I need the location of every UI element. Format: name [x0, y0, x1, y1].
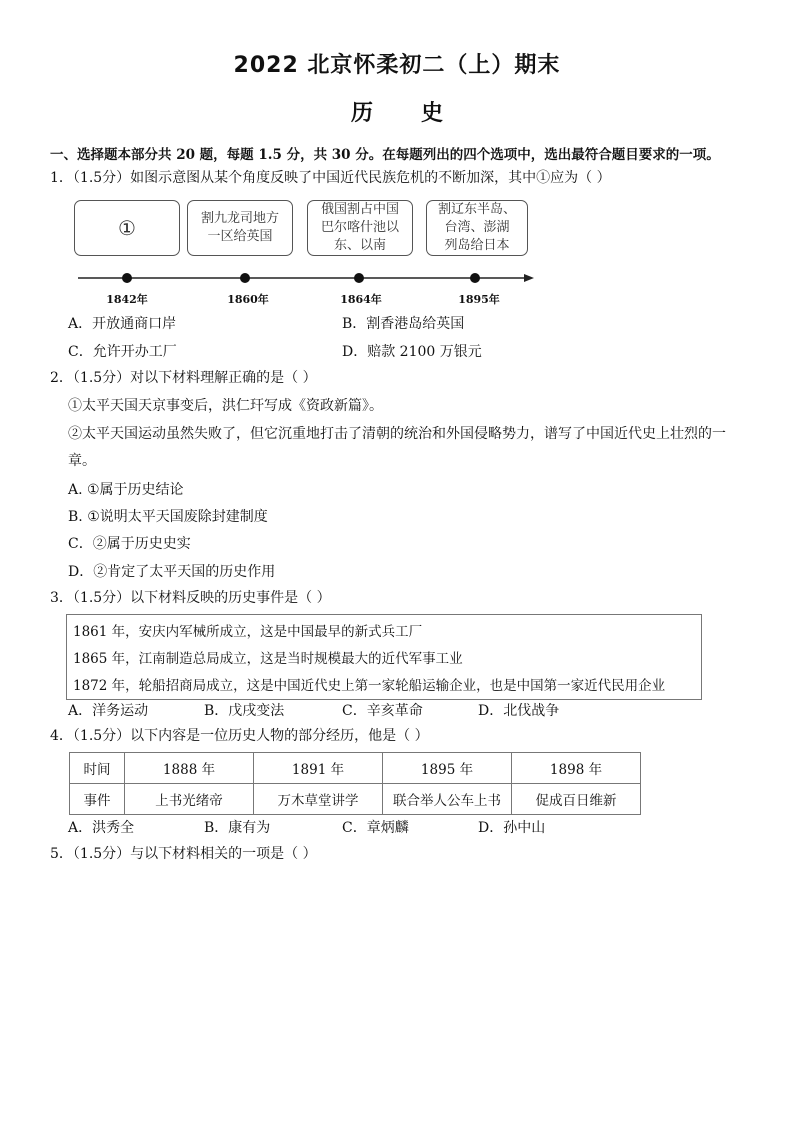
question-5-stem: 5．（1.5分）与以下材料相关的一项是（ ）: [50, 846, 317, 862]
table-row: [70, 753, 641, 784]
timeline-box-1: ①: [74, 200, 180, 256]
table-cell: 上书光绪帝: [125, 784, 254, 815]
q3-material-1: 1861 年，安庆内军械所成立，这是中国最早的新式兵工厂: [73, 624, 423, 640]
question-1-stem: 1．（1.5分）如图示意图从某个角度反映了中国近代民族危机的不断加深，其中①应为（ ）: [50, 170, 611, 186]
q3-option-c[interactable]: C．辛亥革命: [342, 703, 423, 719]
q4-option-d[interactable]: D．孙中山: [478, 820, 546, 836]
q4-option-c[interactable]: C．章炳麟: [342, 820, 409, 836]
question-2-stem: 2．（1.5分）对以下材料理解正确的是（ ）: [50, 370, 317, 386]
q3-material-2: 1865 年，江南制造总局成立，这是当时规模最大的近代军事工业: [73, 651, 463, 667]
q1-option-d[interactable]: D．赔款 2100 万银元: [342, 344, 482, 360]
q1-option-b[interactable]: B．割香港岛给英国: [342, 316, 465, 332]
q2-material-2: ②太平天国运动虽然失败了，但它沉重地打击了清朝的统治和外国侵略势力，谱写了中国近代史上壮烈的一: [68, 426, 726, 442]
table-row: [70, 784, 641, 815]
q2-material-1: ①太平天国天京事变后，洪仁玕写成《资政新篇》。: [68, 398, 383, 414]
timeline-dot-1864: [354, 273, 364, 283]
table-cell: 1888 年: [125, 753, 254, 784]
subject-title: 历史: [350, 101, 491, 126]
timeline-box-3: 俄国割占中国 巴尔喀什池以 东、以南: [307, 200, 413, 256]
table-cell: 1891 年: [254, 753, 383, 784]
q3-option-a[interactable]: A．洋务运动: [68, 703, 149, 719]
table-cell: 万木草堂讲学: [254, 784, 383, 815]
table-cell: 1898 年: [512, 753, 641, 784]
q4-option-b[interactable]: B．康有为: [204, 820, 271, 836]
q2-material-2-cont: 章。: [68, 453, 96, 469]
section-heading: 一、选择题本部分共 20 题，每题 1.5 分，共 30 分。在每题列出的四个选项中，选出最符合题目要求的一项。: [50, 147, 720, 163]
q2-option-d[interactable]: D．②肯定了太平天国的历史作用: [68, 564, 276, 580]
q2-option-a[interactable]: A. ①属于历史结论: [68, 482, 184, 498]
table-cell: 联合举人公车上书: [383, 784, 512, 815]
question-4-stem: 4．（1.5分）以下内容是一位历史人物的部分经历，他是（ ）: [50, 728, 429, 744]
timeline-year-3: 1864年: [340, 293, 382, 306]
timeline-dot-1842: [122, 273, 132, 283]
table-cell: 促成百日维新: [512, 784, 641, 815]
table-cell: 时间: [70, 753, 125, 784]
timeline-dot-1895: [470, 273, 480, 283]
q3-material-box: [66, 614, 702, 700]
exam-title: 2022 北京怀柔初二（上）期末: [233, 53, 561, 78]
q3-option-b[interactable]: B．戊戌变法: [204, 703, 285, 719]
timeline-year-4: 1895年: [458, 293, 500, 306]
table-cell: 1895 年: [383, 753, 512, 784]
timeline-year-1: 1842年: [106, 293, 148, 306]
q2-option-b[interactable]: B. ①说明太平天国废除封建制度: [68, 509, 268, 525]
timeline-dot-1860: [240, 273, 250, 283]
timeline-box-2: 割九龙司地方 一区给英国: [187, 200, 293, 256]
q1-option-c[interactable]: C．允许开办工厂: [68, 344, 177, 360]
table-cell: 事件: [70, 784, 125, 815]
timeline-box-4: 割辽东半岛、 台湾、澎湖 列岛给日本: [426, 200, 528, 256]
question-3-stem: 3．（1.5分）以下材料反映的历史事件是（ ）: [50, 590, 331, 606]
q4-option-a[interactable]: A．洪秀全: [68, 820, 135, 836]
q4-timeline-table: [69, 752, 641, 815]
timeline-axis: [76, 270, 538, 286]
q3-material-3: 1872 年，轮船招商局成立，这是中国近代史上第一家轮船运输企业，也是中国第一家近代民用企业: [73, 678, 666, 694]
q2-option-c[interactable]: C．②属于历史史实: [68, 536, 191, 552]
q1-option-a[interactable]: A．开放通商口岸: [68, 316, 177, 332]
q3-option-d[interactable]: D．北伐战争: [478, 703, 560, 719]
timeline-year-2: 1860年: [227, 293, 269, 306]
